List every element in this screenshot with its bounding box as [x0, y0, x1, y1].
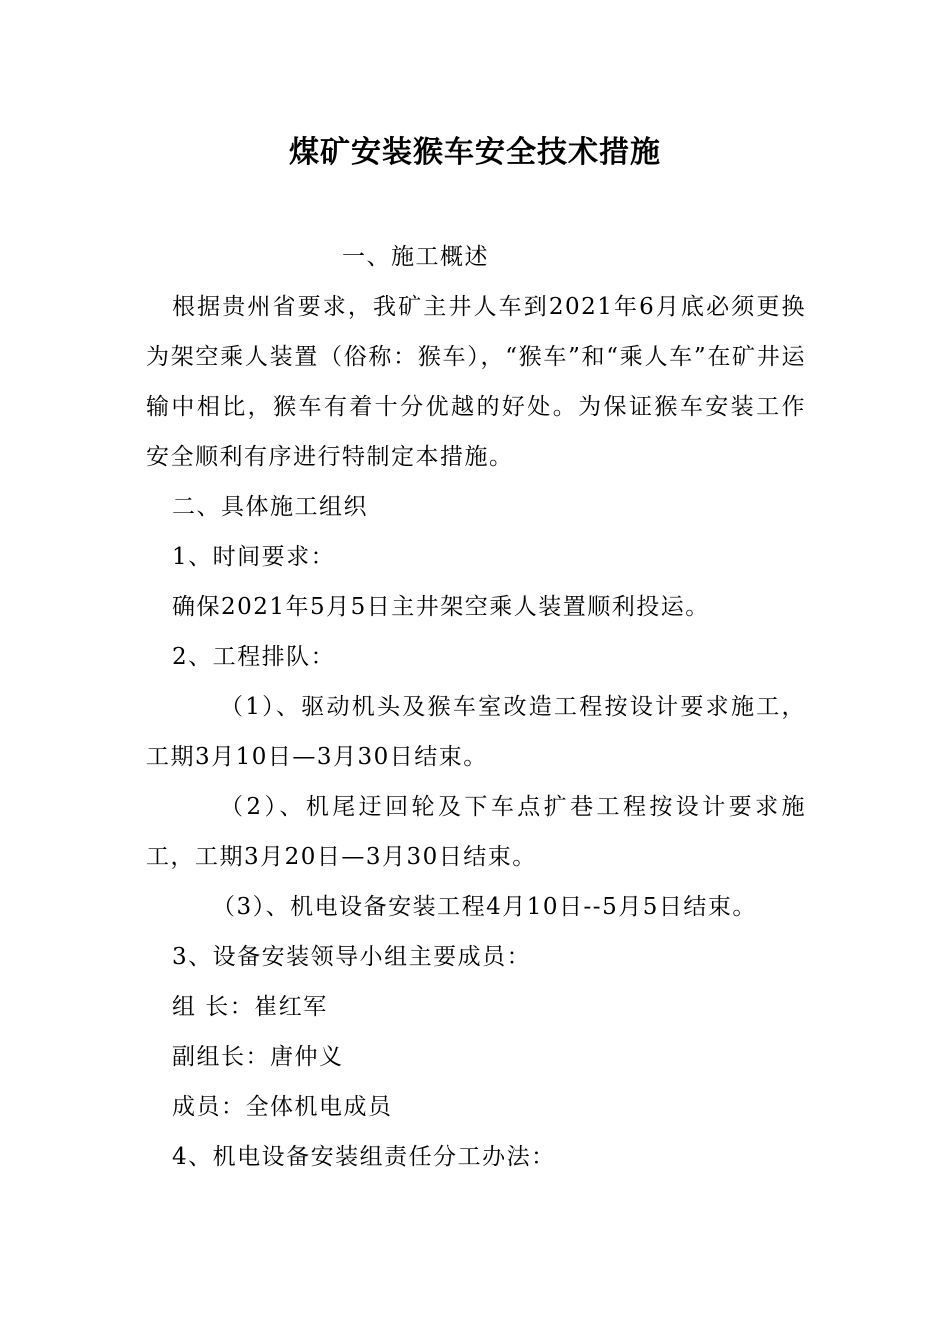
- group-leader: 组 长：崔红军: [172, 994, 328, 1020]
- section-heading-organization: 二、具体施工组织: [172, 494, 368, 520]
- group-members: 成员：全体机电成员: [172, 1094, 393, 1120]
- deputy-group-leader: 副组长：唐仲义: [172, 1044, 344, 1070]
- subheading-time-requirement: 1、时间要求：: [172, 544, 336, 570]
- document-title: 煤矿安装猴车安全技术措施: [289, 135, 661, 170]
- subheading-leadership-group: 3、设备安装领导小组主要成员：: [172, 944, 532, 970]
- paragraph-overview: 根据贵州省要求，我矿主井人车到2021年6月底必须更换为架空乘人装置（俗称：猴车），“猴车”和“乘人车”在矿井运输中相比，猴车有着十分优越的好处。为保证猴车安装工作安全顺利有序进行特制定本措施。: [146, 294, 806, 470]
- schedule-item-3: （3）、机电设备安装工程4月10日--5月5日结束。: [212, 894, 757, 920]
- schedule-item-1: （1）、驱动机头及猴车室改造工程按设计要求施工，工期3月10日—3月30日结束。: [146, 694, 806, 770]
- document-body: [146, 232, 806, 1182]
- subheading-responsibility: 4、机电设备安装组责任分工办法：: [172, 1144, 556, 1170]
- subheading-schedule: 2、工程排队：: [172, 644, 336, 670]
- section-heading-overview: 一、施工概述: [342, 244, 489, 270]
- schedule-item-2: （2）、机尾迂回轮及下车点扩巷工程按设计要求施工，工期3月20日—3月30日结束。: [146, 794, 806, 870]
- paragraph-time-requirement: 确保2021年5月5日主井架空乘人装置顺利投运。: [172, 594, 710, 620]
